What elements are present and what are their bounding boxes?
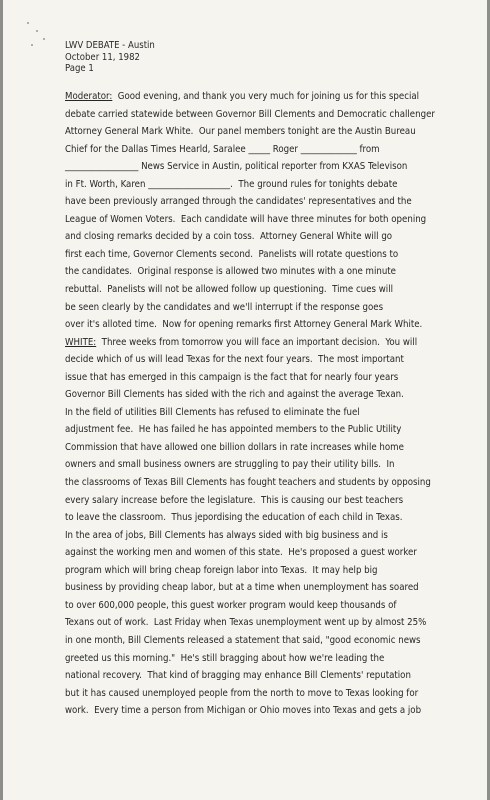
text-line: rebuttal. Panelists will not be allowed follow up questioning. Time cues will <box>65 284 393 296</box>
text-line: and closing remarks decided by a coin toss. Attorney General White will go <box>65 231 393 243</box>
scan-speck <box>27 22 29 24</box>
text-line: to leave the classroom. Thus jepordising the education of each child in Texas. <box>65 512 403 524</box>
text-line: WHITE: Three weeks from tomorrow you will face an important decision. You will <box>65 336 418 348</box>
document-header <box>65 40 155 75</box>
text-line: have been previously arranged through the candidates' representatives and the <box>65 196 412 208</box>
text-line: Governor Bill Clements has sided with the rich and against the average Texan. <box>65 389 404 401</box>
text-line: decide which of us will lead Texas for the next four years. The most important <box>65 354 404 366</box>
transcript-body <box>65 88 475 720</box>
text-line: over it's alloted time. Now for opening remarks first Attorney General Mark White. <box>65 319 423 331</box>
text-line: _________________ News Service in Austin, political reporter from KXAS Televison <box>65 161 408 173</box>
text-line: Chief for the Dallas Times Hearld, Saralee _____ Roger _____________ from <box>65 143 380 155</box>
text-line: in one month, Bill Clements released a statement that said, "good economic news <box>65 634 421 646</box>
text-line: In the area of jobs, Bill Clements has always sided with big business and is <box>65 529 388 541</box>
text-line: work. Every time a person from Michigan or Ohio moves into Texas and gets a job <box>65 705 422 717</box>
scan-speck <box>31 44 33 46</box>
document-page <box>3 0 487 800</box>
scan-speck <box>36 30 38 32</box>
text-line: adjustment fee. He has failed he has appointed members to the Public Utility <box>65 424 402 436</box>
text-line: Commission that have allowed one billion dollars in rate increases while home <box>65 441 404 453</box>
text-line: national recovery. That kind of bragging may enhance Bill Clements' reputation <box>65 670 411 682</box>
speaker-label-white: WHITE: <box>65 336 97 348</box>
text-line: debate carried statewide between Governor Bill Clements and Democratic challenger <box>65 108 435 120</box>
text-line: greeted us this morning." He's still bragging about how we're leading the <box>65 652 385 664</box>
text-line: be seen clearly by the candidates and we'll interrupt if the response goes <box>65 301 384 313</box>
text-line: League of Women Voters. Each candidate will have three minutes for both opening <box>65 213 427 225</box>
text-line: to over 600,000 people, this guest worker program would keep thousands of <box>65 599 397 611</box>
text-line: the candidates. Original response is allowed two minutes with a one minute <box>65 266 396 278</box>
scan-speck <box>43 38 45 40</box>
text-line: every salary increase before the legislature. This is causing our best teachers <box>65 494 404 506</box>
text-line: program which will bring cheap foreign labor into Texas. It may help big <box>65 564 378 576</box>
text-line: in Ft. Worth, Karen ___________________. The ground rules for tonights debate <box>65 178 398 190</box>
text-line: issue that has emerged in this campaign is the fact that for nearly four years <box>65 371 399 383</box>
text-line: but it has caused unemployed people from the north to move to Texas looking for <box>65 687 419 699</box>
text-line: In the field of utilities Bill Clements has refused to eliminate the fuel <box>65 406 360 418</box>
text-line: the classrooms of Texas Bill Clements has fought teachers and students by opposing <box>65 477 431 489</box>
text-line: first each time, Governor Clements second. Panelists will rotate questions to <box>65 248 399 260</box>
header-page: Page 1 <box>65 63 94 74</box>
text-line: Attorney General Mark White. Our panel members tonight are the Austin Bureau <box>65 126 416 138</box>
text-line: Texans out of work. Last Friday when Texas unemployment went up by almost 25% <box>65 617 427 629</box>
speaker-label-moderator: Moderator: <box>65 91 113 102</box>
text-line: business by providing cheap labor, but at a time when unemployment has soared <box>65 582 419 594</box>
text-line: Moderator: Good evening, and thank you very much for joining us for this special <box>65 91 420 102</box>
text-line: against the working men and women of this state. He's proposed a guest worker <box>65 547 417 559</box>
header-date: October 11, 1982 <box>65 51 140 63</box>
text-line: owners and small business owners are struggling to pay their utility bills. In <box>65 459 395 471</box>
header-title: LWV DEBATE - Austin <box>65 40 155 51</box>
